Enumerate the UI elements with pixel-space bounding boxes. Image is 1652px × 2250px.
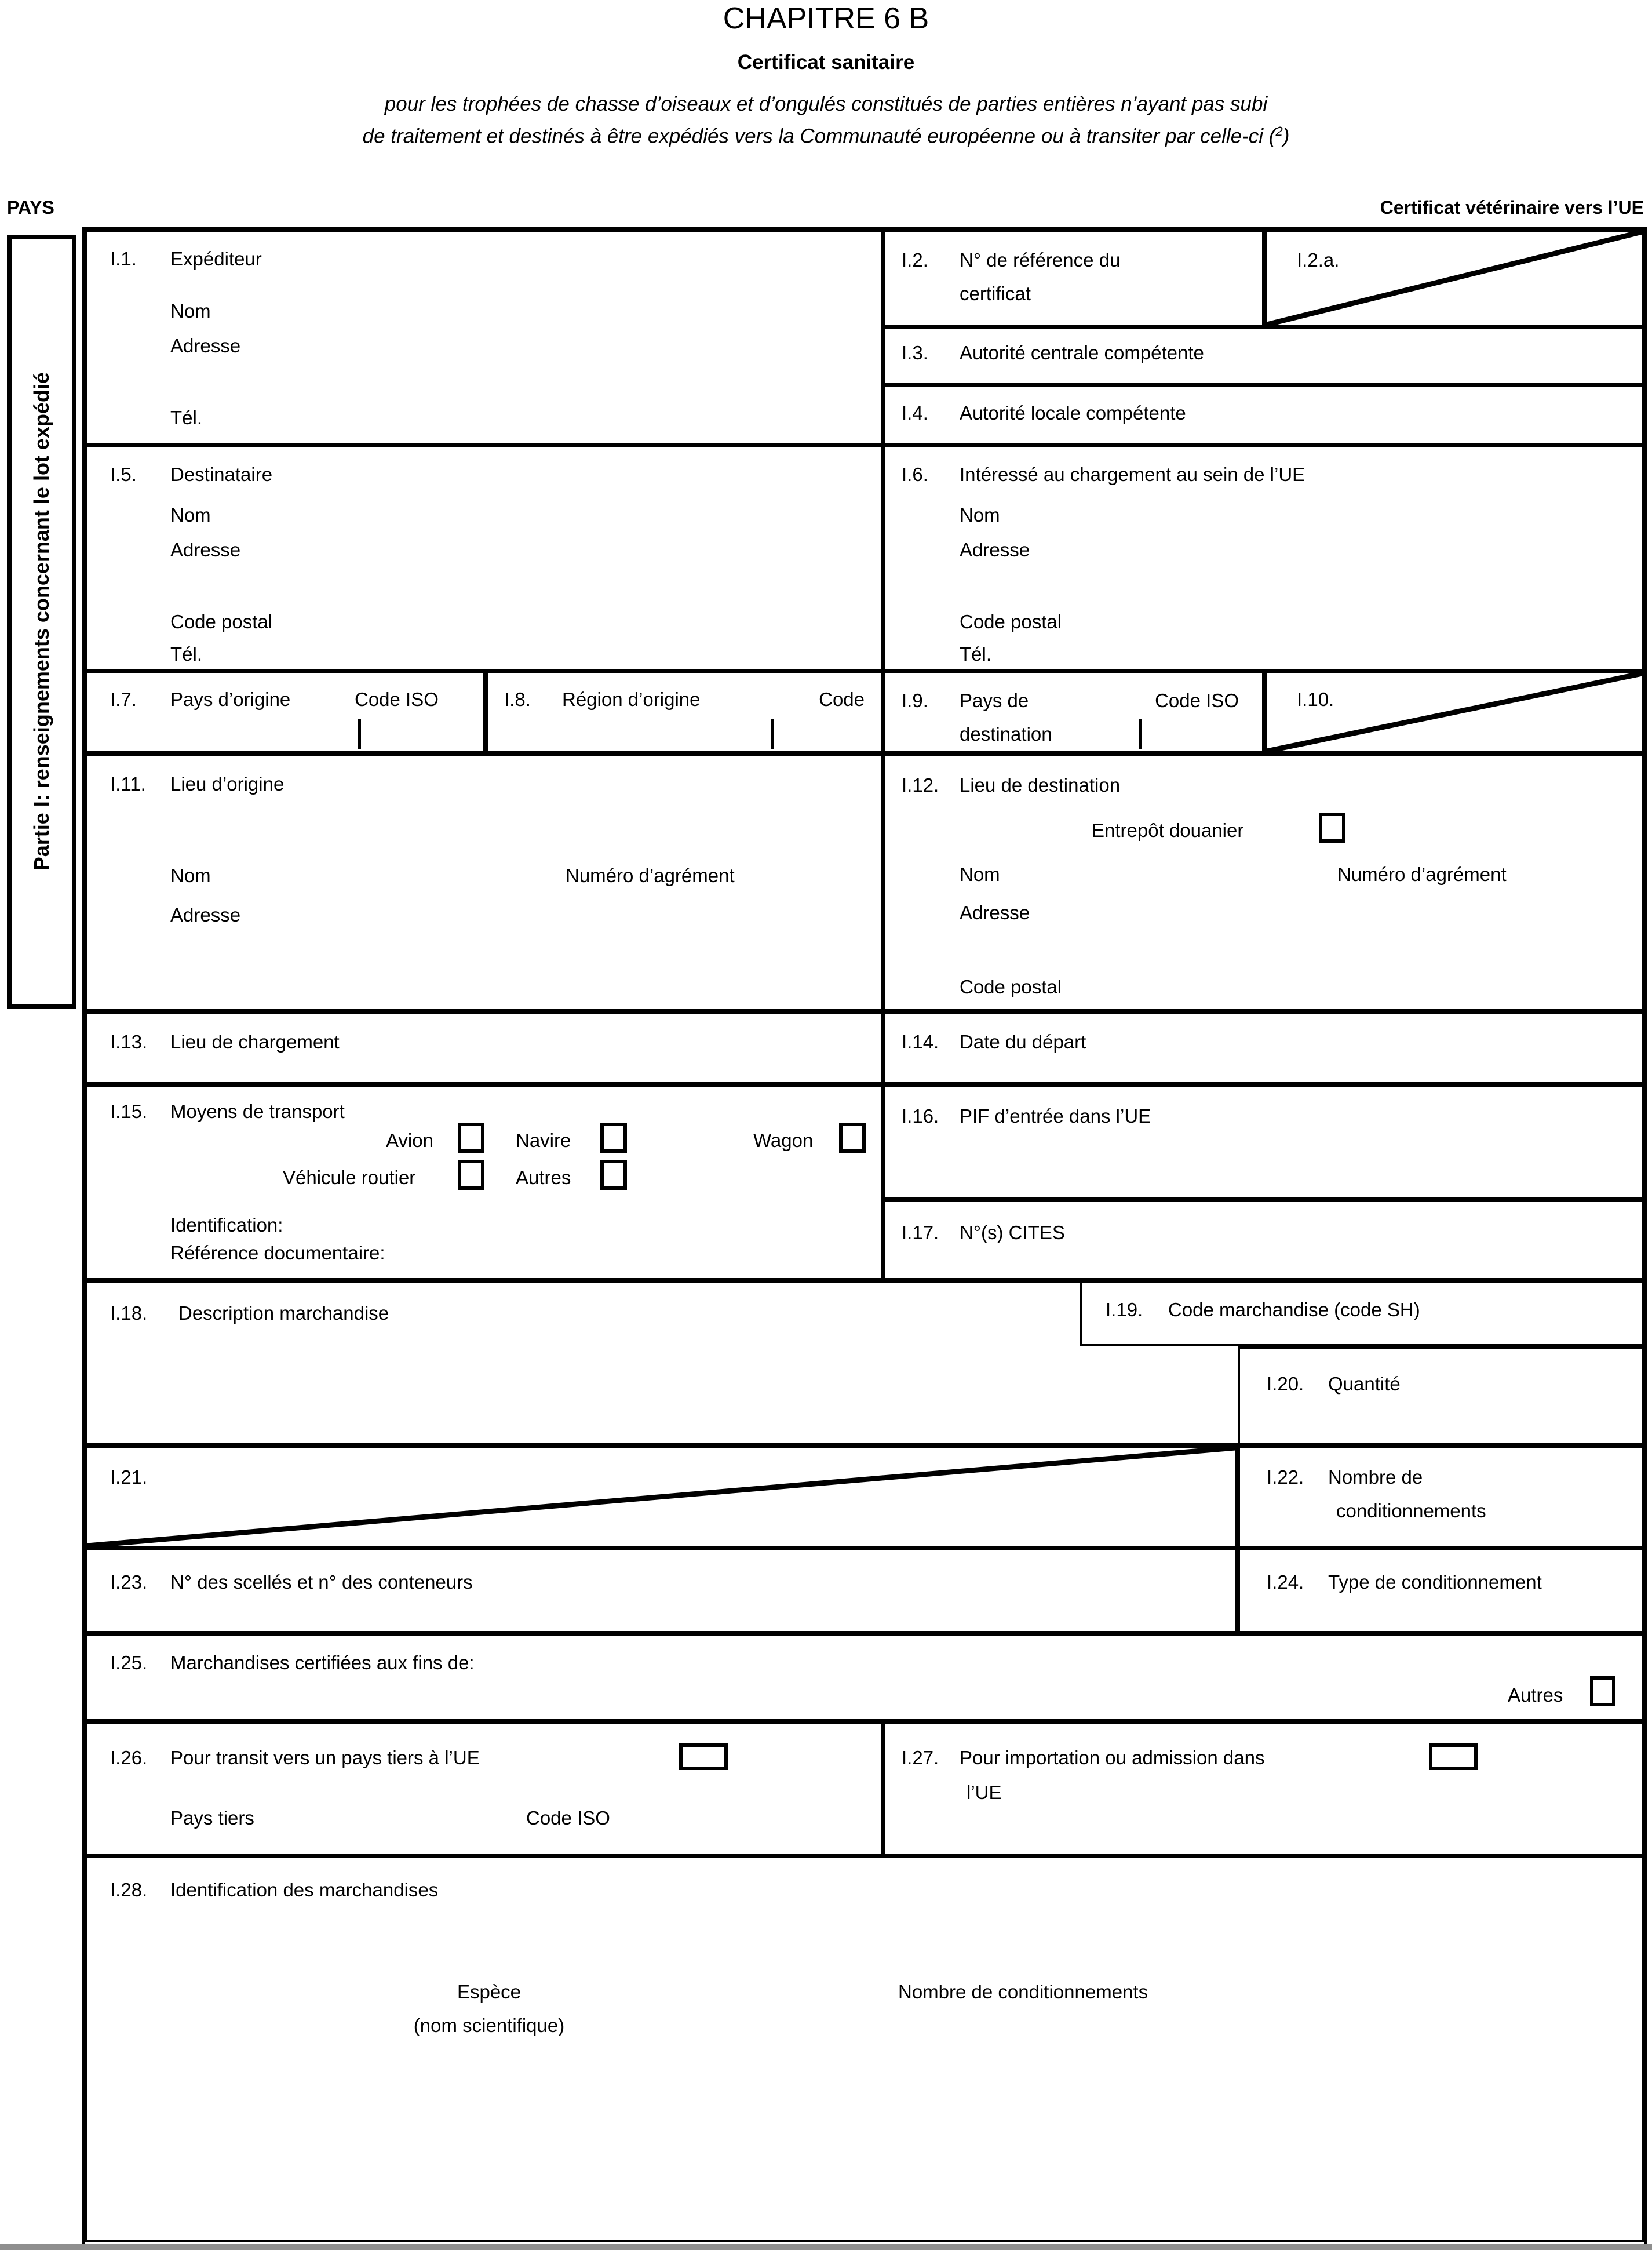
i15-number: I.15.	[110, 1101, 148, 1122]
i3-number: I.3.	[902, 342, 928, 363]
certificate-title: Certificat sanitaire	[737, 51, 915, 74]
i12-number: I.12.	[902, 774, 939, 796]
i20-number: I.20.	[1267, 1373, 1304, 1395]
section-i25	[85, 1633, 1644, 1721]
i18-title: Description marchandise	[178, 1302, 389, 1324]
i26-title: Pour transit vers un pays tiers à l’UE	[170, 1747, 480, 1768]
i2-title-line2: certificat	[960, 283, 1031, 304]
certificate-direction-label: Certificat vétérinaire vers l’UE	[1380, 197, 1644, 218]
i9-code-iso-label: Code ISO	[1155, 690, 1239, 711]
section-i8	[486, 671, 883, 753]
i28-label-espece: Espèce	[457, 1981, 522, 2003]
i28-title: Identification des marchandises	[170, 1879, 439, 1901]
i5-number: I.5.	[110, 464, 137, 485]
checkbox-importation-ue[interactable]	[1429, 1743, 1478, 1770]
section-i24	[1238, 1548, 1644, 1633]
section-i9	[883, 671, 1264, 753]
checkbox-avion[interactable]	[458, 1123, 484, 1153]
i12-label-entrepot: Entrepôt douanier	[1092, 820, 1244, 841]
i15-label-autres-transport: Autres	[516, 1167, 571, 1188]
i11-label-adresse: Adresse	[170, 904, 241, 926]
section-i10	[1264, 671, 1644, 753]
section-i13	[85, 1011, 883, 1084]
i12-title: Lieu de destination	[960, 774, 1121, 796]
i2a-diagonal-line	[1267, 232, 1642, 325]
i22-title-line1: Nombre de	[1328, 1466, 1423, 1488]
i9-code-divider	[1139, 719, 1142, 749]
i17-title: N°(s) CITES	[960, 1222, 1065, 1243]
section-i16	[883, 1084, 1644, 1200]
i28-number: I.28.	[110, 1879, 148, 1901]
i1-number: I.1.	[110, 248, 137, 270]
i4-title: Autorité locale compétente	[960, 402, 1186, 424]
subtitle-line2	[0, 124, 1652, 148]
i8-code-divider	[771, 719, 774, 749]
i5-label-adresse: Adresse	[170, 539, 241, 560]
subtitle-line2-post: )	[1282, 125, 1290, 148]
i15-label-wagon: Wagon	[753, 1130, 814, 1151]
subtitle-line1: pour les trophées de chasse d’oiseaux et d’ongulés constitués de parties entières n’ayant pas subi	[384, 93, 1268, 115]
checkbox-entrepot-douanier[interactable]	[1319, 813, 1345, 843]
section-i23	[85, 1548, 1238, 1633]
section-i1	[85, 230, 883, 445]
checkbox-transit-pays-tiers[interactable]	[679, 1743, 728, 1770]
scan-edge	[0, 2244, 1652, 2250]
section-i20	[1238, 1346, 1644, 1446]
section-i21	[85, 1446, 1238, 1548]
i6-label-nom: Nom	[960, 504, 1000, 526]
i13-number: I.13.	[110, 1031, 148, 1053]
i11-title: Lieu d’origine	[170, 773, 285, 795]
i2-number: I.2.	[902, 249, 928, 271]
i25-title: Marchandises certifiées aux fins de:	[170, 1652, 475, 1673]
i26-number: I.26.	[110, 1747, 148, 1768]
i27-title-line2: l’UE	[967, 1782, 1002, 1803]
i12-label-adresse: Adresse	[960, 902, 1030, 923]
i15-label-vehicule-routier: Véhicule routier	[283, 1167, 416, 1188]
i14-title: Date du départ	[960, 1031, 1086, 1053]
i26-label-pays-tiers: Pays tiers	[170, 1807, 254, 1829]
i12-label-agrement: Numéro d’agrément	[1337, 864, 1507, 885]
checkbox-autres-transport[interactable]	[600, 1160, 627, 1190]
i17-number: I.17.	[902, 1222, 939, 1243]
i27-title-line1: Pour importation ou admission dans	[960, 1747, 1265, 1768]
i24-title: Type de conditionnement	[1328, 1571, 1542, 1593]
i15-title: Moyens de transport	[170, 1101, 345, 1122]
section-i4	[883, 385, 1644, 445]
checkbox-wagon[interactable]	[839, 1123, 866, 1153]
checkbox-autres-fins[interactable]	[1590, 1676, 1615, 1706]
chapter-heading: CHAPITRE 6 B	[723, 2, 929, 35]
i25-number: I.25.	[110, 1652, 148, 1673]
i7-number: I.7.	[110, 689, 137, 710]
section-i26	[85, 1721, 883, 1856]
i5-title: Destinataire	[170, 464, 273, 485]
i15-label-navire: Navire	[516, 1130, 571, 1151]
i6-title: Intéressé au chargement au sein de l’UE	[960, 464, 1305, 485]
i1-label-nom: Nom	[170, 300, 211, 322]
section-i15	[85, 1084, 883, 1280]
i27-number: I.27.	[902, 1747, 939, 1768]
i28-label-nb-conditionnements: Nombre de conditionnements	[898, 1981, 1148, 2003]
part-i-label: Partie I: renseignements concernant le lot expédié	[30, 372, 53, 871]
section-i22	[1238, 1446, 1644, 1548]
i3-title: Autorité centrale compétente	[960, 342, 1204, 363]
section-i19	[1080, 1280, 1644, 1346]
i24-number: I.24.	[1267, 1571, 1304, 1593]
i15-label-reference: Référence documentaire:	[170, 1242, 385, 1264]
i10-number: I.10.	[1297, 689, 1334, 710]
section-i28	[85, 1856, 1644, 2242]
i1-label-adresse: Adresse	[170, 335, 241, 356]
i28-label-nom-scientifique: (nom scientifique)	[413, 2015, 565, 2036]
i22-number: I.22.	[1267, 1466, 1304, 1488]
section-i6	[883, 445, 1644, 671]
section-i17	[883, 1200, 1644, 1280]
section-i11	[85, 753, 883, 1011]
section-i5	[85, 445, 883, 671]
i8-code-label: Code	[819, 689, 865, 710]
checkbox-navire[interactable]	[600, 1123, 627, 1153]
i8-title: Région d’origine	[562, 689, 701, 710]
i11-label-nom: Nom	[170, 865, 211, 886]
i10-diagonal-line	[1267, 673, 1642, 751]
section-i3	[883, 327, 1644, 385]
part-i-sidebar	[7, 235, 76, 1009]
i13-title: Lieu de chargement	[170, 1031, 340, 1053]
section-i12	[883, 753, 1644, 1011]
i8-number: I.8.	[504, 689, 531, 710]
checkbox-vehicule-routier[interactable]	[458, 1160, 484, 1190]
i25-label-autres: Autres	[1508, 1684, 1563, 1706]
i7-code-divider	[358, 719, 361, 749]
i20-title: Quantité	[1328, 1373, 1401, 1395]
country-label: PAYS	[7, 197, 54, 218]
i21-diagonal-line	[87, 1448, 1235, 1546]
i6-label-adresse: Adresse	[960, 539, 1030, 560]
i21-number: I.21.	[110, 1466, 148, 1488]
i9-number: I.9.	[902, 690, 928, 711]
i14-number: I.14.	[902, 1031, 939, 1053]
i4-number: I.4.	[902, 402, 928, 424]
i6-label-code-postal: Code postal	[960, 611, 1062, 632]
i12-label-code-postal: Code postal	[960, 976, 1062, 997]
i11-label-agrement: Numéro d’agrément	[566, 865, 735, 886]
section-i2a	[1264, 230, 1644, 327]
section-i2	[883, 230, 1264, 327]
i7-code-iso-label: Code ISO	[355, 689, 439, 710]
subtitle-line2-pre: de traitement et destinés à être expédiés vers la Communauté européenne ou à transiter par celle-ci (	[362, 125, 1276, 148]
section-i7	[85, 671, 486, 753]
i19-title: Code marchandise (code SH)	[1168, 1299, 1420, 1320]
i16-title: PIF d’entrée dans l’UE	[960, 1105, 1151, 1127]
i22-title-line2: conditionnements	[1336, 1500, 1486, 1521]
i11-number: I.11.	[110, 773, 146, 795]
footnote-ref: 2	[1275, 124, 1283, 139]
i1-label-tel: Tél.	[170, 407, 203, 428]
i15-label-avion: Avion	[386, 1130, 433, 1151]
i9-title-line1: Pays de	[960, 690, 1029, 711]
i15-label-identification: Identification:	[170, 1214, 283, 1236]
i5-label-nom: Nom	[170, 504, 211, 526]
i23-number: I.23.	[110, 1571, 148, 1593]
i26-label-code-iso: Code ISO	[526, 1807, 610, 1829]
i12-label-nom: Nom	[960, 864, 1000, 885]
i23-title: N° des scellés et n° des conteneurs	[170, 1571, 473, 1593]
i9-title-line2: destination	[960, 723, 1052, 745]
i5-label-code-postal: Code postal	[170, 611, 273, 632]
i18-number: I.18.	[110, 1302, 148, 1324]
i16-number: I.16.	[902, 1105, 939, 1127]
i19-number: I.19.	[1106, 1299, 1143, 1320]
i5-label-tel: Tél.	[170, 643, 203, 665]
i2a-number: I.2.a.	[1297, 249, 1340, 271]
i6-label-tel: Tél.	[960, 643, 992, 665]
i2-title-line1: N° de référence du	[960, 249, 1121, 271]
i6-number: I.6.	[902, 464, 928, 485]
i7-title: Pays d’origine	[170, 689, 291, 710]
section-i27	[883, 1721, 1644, 1856]
i1-title: Expéditeur	[170, 248, 262, 270]
section-i14	[883, 1011, 1644, 1084]
